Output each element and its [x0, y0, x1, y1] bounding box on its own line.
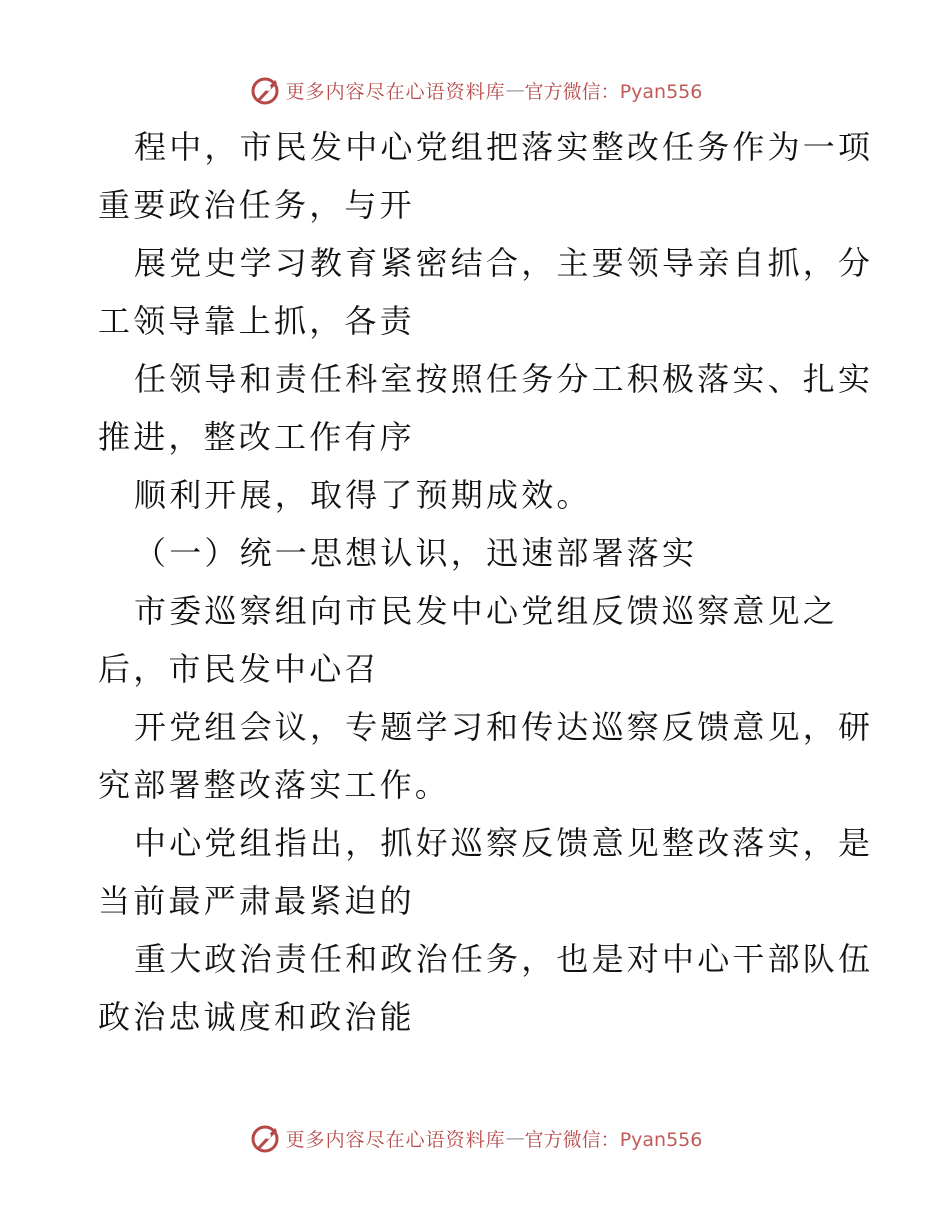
watermark-contact-id: Pyan556: [619, 1128, 703, 1151]
watermark-contact-label: 官方微信：: [524, 80, 620, 103]
watermark-site-name: 更多内容尽在心语资料库: [285, 80, 506, 103]
watermark-contact-label: 官方微信：: [524, 1128, 620, 1151]
text-line: 程中，市民发中心党组把落实整改任务作为一项: [134, 128, 874, 166]
text-line: 顺利开展，取得了预期成效。: [134, 476, 592, 514]
text-line: 展党史学习教育紧密结合，主要领导亲自抓，分: [134, 244, 874, 282]
text-line: 推进，整改工作有序: [98, 418, 415, 456]
quill-logo-icon: [248, 1121, 282, 1155]
text-line: 后，市民发中心召: [98, 650, 380, 688]
text-line: 工领导靠上抓，各责: [98, 302, 415, 340]
text-line: 中心党组指出，抓好巡察反馈意见整改落实，是: [134, 824, 874, 862]
text-line: 重大政治责任和政治任务，也是对中心干部队伍: [134, 940, 874, 978]
text-line: 市委巡察组向市民发中心党组反馈巡察意见之: [134, 592, 839, 630]
watermark-dash: —: [505, 79, 525, 101]
quill-logo-icon: [248, 73, 282, 107]
watermark-dash: —: [505, 1127, 525, 1149]
text-line: 政治忠诚度和政治能: [98, 998, 415, 1036]
section-heading: （一）统一思想认识，迅速部署落实: [134, 534, 698, 572]
watermark-site-name: 更多内容尽在心语资料库: [285, 1128, 506, 1151]
text-line: 任领导和责任科室按照任务分工积极落实、扎实: [134, 360, 874, 398]
watermark-header: [0, 70, 950, 110]
watermark-footer: [0, 1118, 950, 1158]
text-line: 开党组会议，专题学习和传达巡察反馈意见，研: [134, 708, 874, 746]
watermark-contact: [525, 1125, 703, 1152]
watermark-contact: [525, 77, 703, 104]
text-line: 究部署整改落实工作。: [98, 766, 451, 804]
text-line: 当前最严肃最紧迫的: [98, 882, 415, 920]
text-line: 重要政治任务，与开: [98, 186, 415, 224]
watermark-contact-id: Pyan556: [619, 80, 703, 103]
document-body: [0, 118, 950, 1046]
